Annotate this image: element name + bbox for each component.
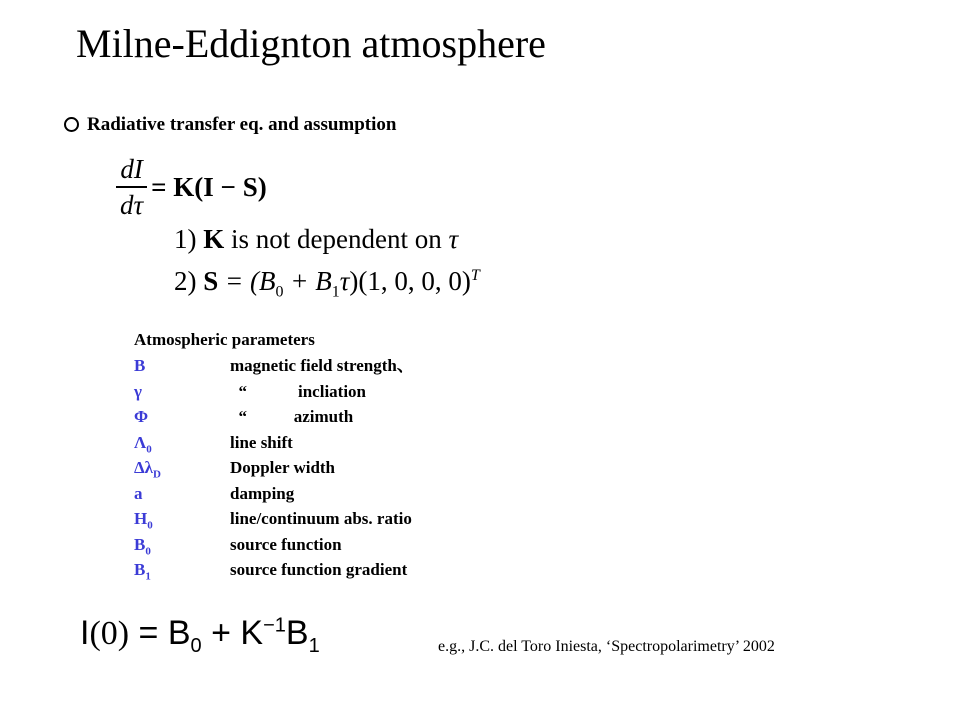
assumption-1-text: is not dependent on <box>224 224 449 254</box>
assumption-2-tail: )(1, 0, 0, 0) <box>349 266 471 296</box>
assumption-1-k: K <box>203 224 225 254</box>
param-row <box>134 406 353 432</box>
param-symbol <box>134 432 230 460</box>
param-symbol <box>134 559 230 587</box>
param-symbol-subscript: 0 <box>146 442 152 455</box>
assumption-2-sub1: 1 <box>331 283 340 301</box>
assumption-1-prefix: 1) <box>174 224 204 254</box>
param-symbol-text: a <box>134 483 143 503</box>
radiative-transfer-equation <box>116 152 267 222</box>
param-symbol-text: B <box>134 560 146 579</box>
assumption-2-tau: τ <box>339 266 350 296</box>
param-row <box>134 355 414 381</box>
param-symbol <box>134 508 230 536</box>
assumption-2 <box>174 266 480 301</box>
assumption-2-sup: T <box>470 267 480 284</box>
solution-sup: −1 <box>263 614 286 637</box>
param-symbol <box>134 534 230 562</box>
param-symbol-text: γ <box>134 381 142 401</box>
param-row <box>134 508 412 534</box>
assumption-2-b0: = (B <box>218 266 276 296</box>
param-description: “ azimuth <box>230 407 354 426</box>
param-description: magnetic field strength、 <box>230 356 414 375</box>
solution-paren: (0) <box>89 615 130 652</box>
param-description: line/continuum abs. ratio <box>230 509 412 528</box>
assumption-2-b1: + B <box>283 266 332 296</box>
param-row <box>134 559 407 585</box>
param-symbol-subscript: D <box>153 468 161 481</box>
param-symbol-text: Φ <box>134 407 149 426</box>
param-row <box>134 432 293 458</box>
circle-bullet-icon <box>64 117 79 132</box>
section-heading: Radiative transfer eq. and assumption <box>87 114 397 135</box>
derivative-fraction <box>116 152 147 222</box>
param-row <box>134 483 294 509</box>
param-symbol <box>134 355 230 377</box>
param-description: source function <box>230 534 342 554</box>
param-row <box>134 534 342 560</box>
solution-plus: + K <box>201 614 264 652</box>
param-symbol-text: B <box>134 356 146 375</box>
param-description: line shift <box>230 432 293 452</box>
param-symbol-text: Λ <box>134 432 147 452</box>
solution-sub0: 0 <box>190 634 202 657</box>
assumption-2-s: S <box>203 266 219 296</box>
solution-equation <box>80 614 320 658</box>
param-row <box>134 381 366 407</box>
param-symbol-subscript: 1 <box>145 570 151 583</box>
param-symbol <box>134 406 230 428</box>
solution-lhs: I <box>80 614 90 652</box>
solution-b: B <box>285 614 309 652</box>
assumption-1-tau: τ <box>448 224 459 254</box>
param-symbol <box>134 483 230 505</box>
param-symbol <box>134 381 230 403</box>
fraction-denominator: dτ <box>120 190 144 220</box>
equation-rhs: = K(I − S) <box>151 171 267 202</box>
param-symbol-text: B <box>134 534 146 554</box>
params-header: Atmospheric parameters <box>134 330 315 349</box>
param-description: source function gradient <box>230 560 408 579</box>
param-description: damping <box>230 483 295 503</box>
param-row <box>134 457 335 483</box>
param-symbol-subscript: 0 <box>145 544 151 557</box>
page-title: Milne-Eddignton atmosphere <box>76 21 546 66</box>
fraction-numerator: dI <box>116 152 147 188</box>
solution-sub1: 1 <box>308 634 320 657</box>
param-symbol <box>134 457 230 485</box>
param-symbol-text: H <box>134 509 148 528</box>
assumption-1 <box>174 224 458 255</box>
section-bullet <box>64 114 396 136</box>
assumption-2-sub0: 0 <box>275 283 284 301</box>
assumption-2-prefix: 2) <box>174 266 204 296</box>
param-description: “ incliation <box>230 381 367 401</box>
solution-eq: = B <box>129 614 191 652</box>
param-description: Doppler width <box>230 458 336 477</box>
reference-citation: e.g., J.C. del Toro Iniesta, ‘Spectropolarimetry’ 2002 <box>438 638 775 655</box>
param-symbol-text: Δλ <box>134 458 154 477</box>
param-symbol-subscript: 0 <box>147 519 153 532</box>
